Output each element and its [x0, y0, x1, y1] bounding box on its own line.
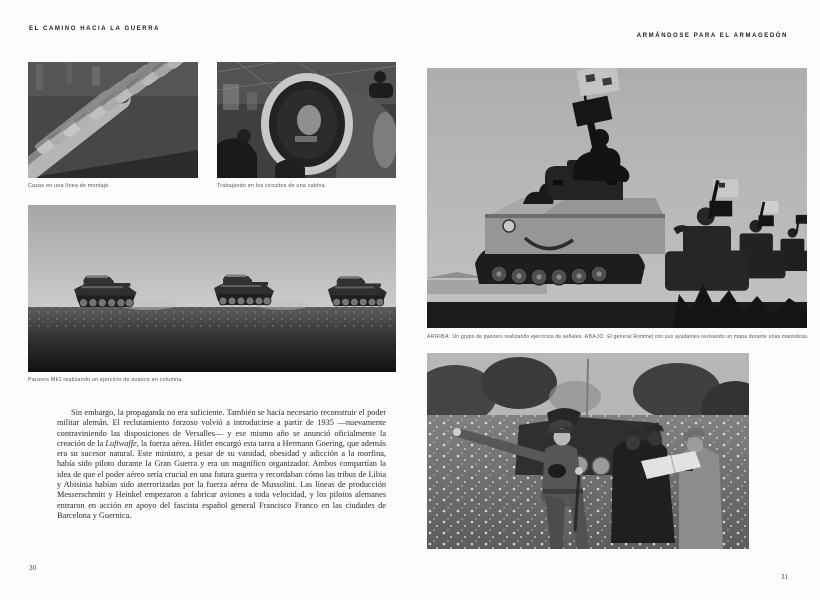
- photo-panzer-column: [28, 205, 396, 383]
- fighters-assembly-photo-art: [28, 62, 198, 178]
- caption-right-page-photos: [427, 334, 807, 340]
- photo-panzers-flags: [427, 68, 807, 328]
- running-header-right: ARMÁNDOSE PARA EL ARMAGEDÓN: [636, 33, 788, 39]
- body-text-part-1: Sin embargo, la propaganda no era suficiente. También se hacía necesario reconstruir el poder militar alemán. El reclutamiento forzoso volvió a introducirse a partir de 1935 —nuevamente contraviniendo las disposiciones de Versalles— y ese mismo año se anunció oficialmente la creación de la: [57, 408, 386, 448]
- photo-fighters-assembly-line: [28, 62, 198, 189]
- body-text-italic-luftwaffe: Luftwaffe: [105, 438, 137, 448]
- photo-cockpit-work: [217, 62, 396, 189]
- rommel-map-photo-art: [427, 353, 749, 549]
- caption-arriba-text: Un grupo de panzers realizando ejercicios de señales.: [450, 334, 585, 340]
- panzers-flags-photo-art: [427, 68, 807, 328]
- photo-rommel-map: [427, 353, 749, 549]
- cockpit-photo-art: [217, 62, 396, 178]
- caption-cockpit: Trabajando en los circuitos de una cabina.: [217, 183, 327, 189]
- body-paragraph: [57, 408, 386, 521]
- caption-assembly-line: Cazas en una línea de montaje.: [28, 183, 111, 189]
- caption-lead-arriba: ARRIBA:: [427, 334, 451, 340]
- caption-lead-abajo: ABAJO:: [584, 334, 606, 340]
- page-right: [410, 0, 820, 600]
- running-header-left: EL CAMINO HACIA LA GUERRA: [29, 26, 161, 32]
- caption-abajo-text: El general Rommel con sus ayudantes revisando un mapa durante unas maniobras.: [605, 334, 809, 340]
- page-number-right: 31: [781, 573, 788, 581]
- caption-panzer-column: Panzers Mk1 realizando un ejercicio de avance en columna.: [28, 377, 184, 383]
- panzer-column-photo-art: [28, 205, 396, 372]
- page-number-left: 30: [29, 564, 36, 572]
- body-text-part-2: , la fuerza aérea. Hitler encargó esta tarea a Hermann Goering, que además era su sucesor natural. Este ministro, a pesar de su vanidad, obesidad y adicción a la morfina, había sido piloto durante la Gran Guerra y era un magnífico organizador. Ambos compartían la idea de que el poder aéreo sería crucial en una futura guerra y recordaban cómo las tribus de Libia y Abisinia habían sido aterrorizadas por la fuerza aérea de Mussolini. Las líneas de producción Messerschmitt y Heinkel empezaron a fabricar aviones a toda velocidad, y los pilotos alemanes entraron en acción en apoyo del fascista español general Francisco Franco en las ciudades de Barcelona y Guernica.: [57, 438, 386, 520]
